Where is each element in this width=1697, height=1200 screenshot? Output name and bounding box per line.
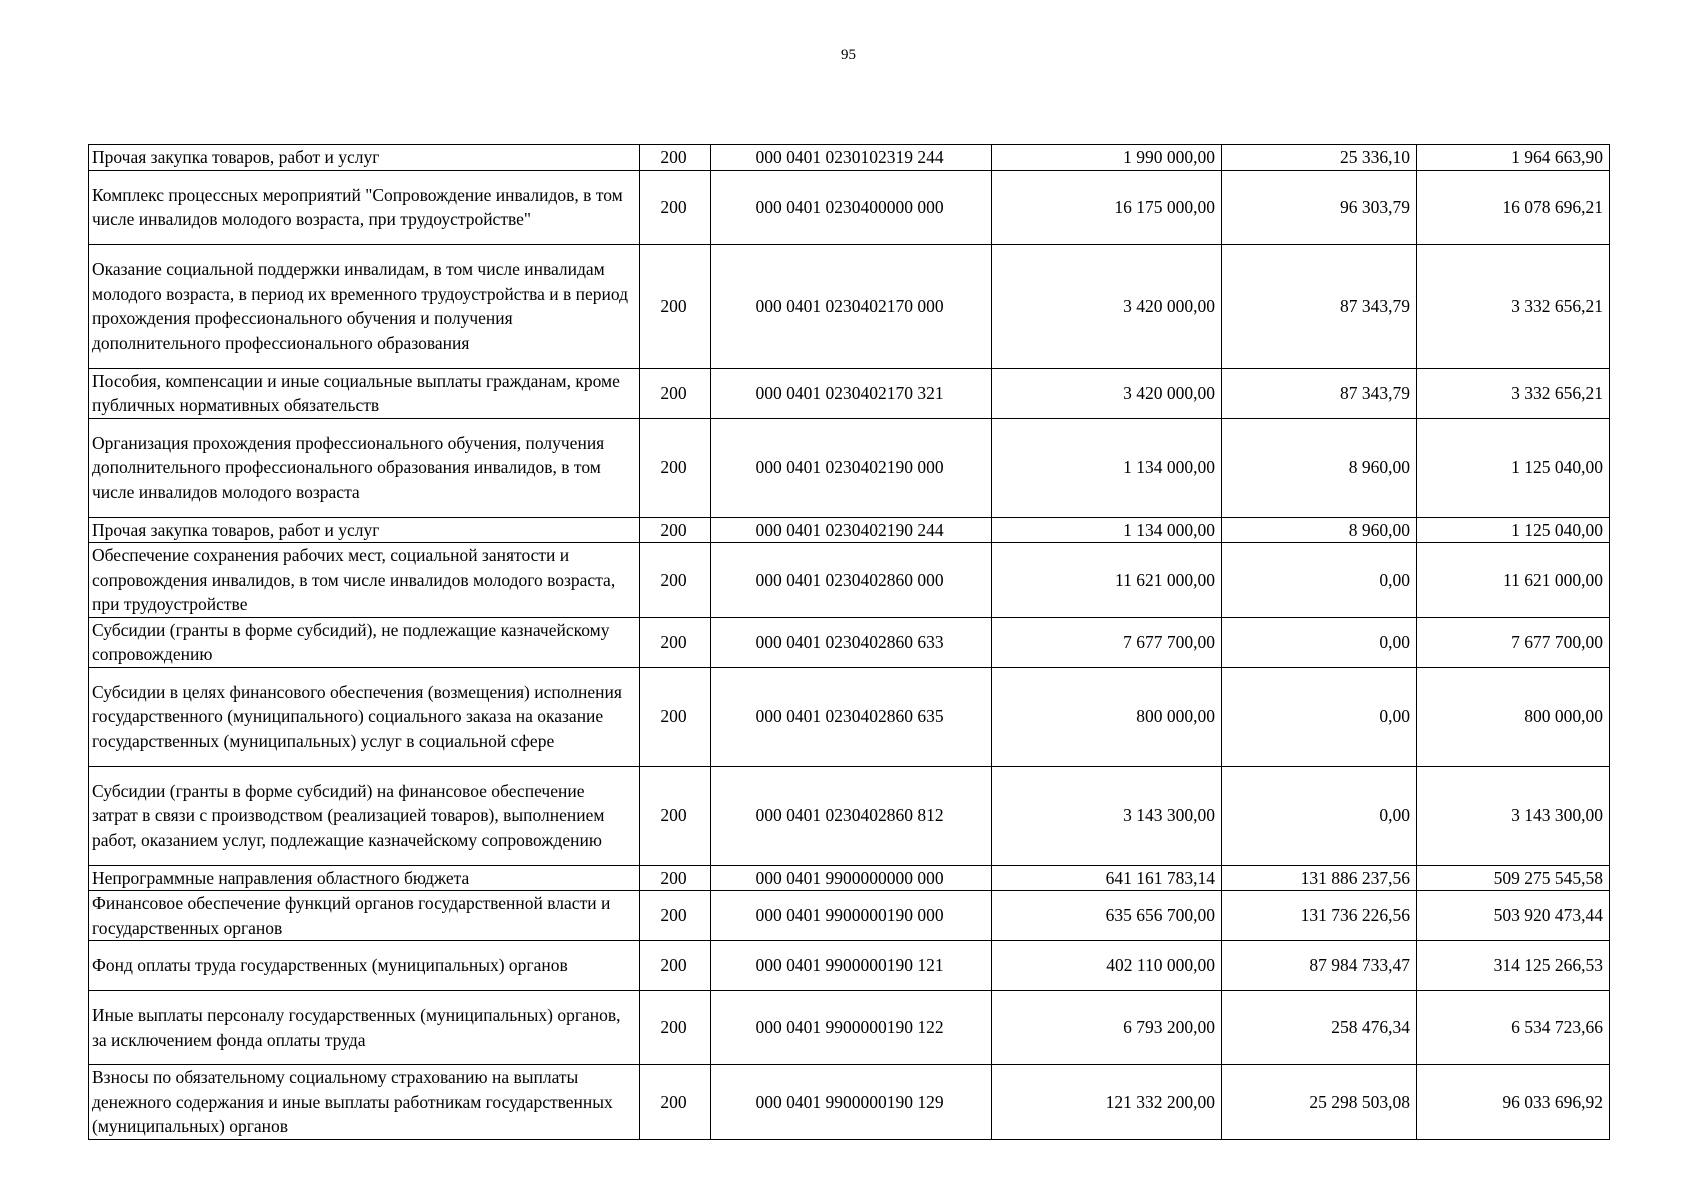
row-code-cell: 200 <box>640 667 711 766</box>
table-row <box>89 418 1610 517</box>
row-unexecuted-cell: 3 332 656,21 <box>1417 368 1610 418</box>
row-code-cell: 200 <box>640 766 711 865</box>
row-unexecuted-cell: 7 677 700,00 <box>1417 617 1610 667</box>
row-classification-cell: 000 0401 0230402860 633 <box>711 617 992 667</box>
row-executed-cell: 87 984 733,47 <box>1222 941 1417 991</box>
table-row <box>89 991 1610 1065</box>
row-executed-cell: 8 960,00 <box>1222 418 1417 517</box>
row-unexecuted-cell: 16 078 696,21 <box>1417 170 1610 244</box>
row-executed-cell: 0,00 <box>1222 617 1417 667</box>
row-name-cell: Комплекс процессных мероприятий "Сопровождение инвалидов, в том числе инвалидов молодого возраста, при трудоустройстве" <box>89 170 640 244</box>
row-code-cell: 200 <box>640 418 711 517</box>
table-row <box>89 1065 1610 1140</box>
row-code-cell: 200 <box>640 1065 711 1140</box>
row-unexecuted-cell: 6 534 723,66 <box>1417 991 1610 1065</box>
row-classification-cell: 000 0401 0230400000 000 <box>711 170 992 244</box>
row-executed-cell: 131 886 237,56 <box>1222 865 1417 891</box>
row-unexecuted-cell: 314 125 266,53 <box>1417 941 1610 991</box>
table-row <box>89 145 1610 171</box>
table-row <box>89 891 1610 941</box>
row-classification-cell: 000 0401 9900000190 129 <box>711 1065 992 1140</box>
row-classification-cell: 000 0401 0230402170 000 <box>711 244 992 368</box>
row-approved-cell: 635 656 700,00 <box>992 891 1222 941</box>
row-classification-cell: 000 0401 9900000190 000 <box>711 891 992 941</box>
row-name-cell: Фонд оплаты труда государственных (муниципальных) органов <box>89 941 640 991</box>
row-executed-cell: 258 476,34 <box>1222 991 1417 1065</box>
row-name-cell: Организация прохождения профессионального обучения, получения дополнительного профессионального образования инвалидов, в том числе инвалидов молодого возраста <box>89 418 640 517</box>
row-executed-cell: 87 343,79 <box>1222 368 1417 418</box>
row-unexecuted-cell: 800 000,00 <box>1417 667 1610 766</box>
row-name-cell: Иные выплаты персоналу государственных (муниципальных) органов, за исключением фонда оплаты труда <box>89 991 640 1065</box>
row-classification-cell: 000 0401 9900000190 122 <box>711 991 992 1065</box>
table-row <box>89 766 1610 865</box>
row-name-cell: Прочая закупка товаров, работ и услуг <box>89 145 640 171</box>
row-code-cell: 200 <box>640 368 711 418</box>
row-code-cell: 200 <box>640 941 711 991</box>
row-code-cell: 200 <box>640 991 711 1065</box>
row-executed-cell: 87 343,79 <box>1222 244 1417 368</box>
table-row <box>89 865 1610 891</box>
row-unexecuted-cell: 509 275 545,58 <box>1417 865 1610 891</box>
row-name-cell: Субсидии в целях финансового обеспечения (возмещения) исполнения государственного (муниципального) социального заказа на оказание государственных (муниципальных) услуг в социальной сфере <box>89 667 640 766</box>
row-unexecuted-cell: 1 125 040,00 <box>1417 517 1610 543</box>
row-name-cell: Прочая закупка товаров, работ и услуг <box>89 517 640 543</box>
table-row <box>89 617 1610 667</box>
row-code-cell: 200 <box>640 145 711 171</box>
row-approved-cell: 3 420 000,00 <box>992 368 1222 418</box>
row-name-cell: Финансовое обеспечение функций органов государственной власти и государственных органов <box>89 891 640 941</box>
row-classification-cell: 000 0401 9900000190 121 <box>711 941 992 991</box>
row-classification-cell: 000 0401 0230402860 812 <box>711 766 992 865</box>
row-classification-cell: 000 0401 0230402860 000 <box>711 543 992 618</box>
row-code-cell: 200 <box>640 543 711 618</box>
table-row <box>89 667 1610 766</box>
row-name-cell: Оказание социальной поддержки инвалидам, в том числе инвалидам молодого возраста, в период их временного трудоустройства и в период прохождения профессионального обучения и получения дополнительного профессионального образования <box>89 244 640 368</box>
row-executed-cell: 131 736 226,56 <box>1222 891 1417 941</box>
row-executed-cell: 8 960,00 <box>1222 517 1417 543</box>
row-code-cell: 200 <box>640 517 711 543</box>
row-name-cell: Взносы по обязательному социальному страхованию на выплаты денежного содержания и иные выплаты работникам государственных (муниципальных) органов <box>89 1065 640 1140</box>
row-unexecuted-cell: 3 332 656,21 <box>1417 244 1610 368</box>
row-approved-cell: 121 332 200,00 <box>992 1065 1222 1140</box>
row-name-cell: Обеспечение сохранения рабочих мест, социальной занятости и сопровождения инвалидов, в том числе инвалидов молодого возраста, при трудоустройстве <box>89 543 640 618</box>
row-unexecuted-cell: 1 125 040,00 <box>1417 418 1610 517</box>
row-approved-cell: 11 621 000,00 <box>992 543 1222 618</box>
row-approved-cell: 1 990 000,00 <box>992 145 1222 171</box>
row-code-cell: 200 <box>640 244 711 368</box>
row-executed-cell: 96 303,79 <box>1222 170 1417 244</box>
row-approved-cell: 3 143 300,00 <box>992 766 1222 865</box>
row-unexecuted-cell: 1 964 663,90 <box>1417 145 1610 171</box>
row-code-cell: 200 <box>640 170 711 244</box>
row-approved-cell: 3 420 000,00 <box>992 244 1222 368</box>
table-row <box>89 244 1610 368</box>
budget-execution-table <box>88 144 1610 1140</box>
row-classification-cell: 000 0401 0230402860 635 <box>711 667 992 766</box>
row-approved-cell: 641 161 783,14 <box>992 865 1222 891</box>
table-row <box>89 543 1610 618</box>
row-classification-cell: 000 0401 0230402170 321 <box>711 368 992 418</box>
table-row <box>89 517 1610 543</box>
row-approved-cell: 7 677 700,00 <box>992 617 1222 667</box>
row-executed-cell: 0,00 <box>1222 667 1417 766</box>
row-name-cell: Пособия, компенсации и иные социальные выплаты гражданам, кроме публичных нормативных обязательств <box>89 368 640 418</box>
row-approved-cell: 6 793 200,00 <box>992 991 1222 1065</box>
row-classification-cell: 000 0401 0230102319 244 <box>711 145 992 171</box>
table-row <box>89 941 1610 991</box>
row-approved-cell: 402 110 000,00 <box>992 941 1222 991</box>
row-code-cell: 200 <box>640 891 711 941</box>
row-executed-cell: 0,00 <box>1222 543 1417 618</box>
row-classification-cell: 000 0401 0230402190 244 <box>711 517 992 543</box>
row-name-cell: Субсидии (гранты в форме субсидий) на финансовое обеспечение затрат в связи с производством (реализацией товаров), выполнением работ, оказанием услуг, подлежащие казначейскому сопровождению <box>89 766 640 865</box>
row-executed-cell: 25 336,10 <box>1222 145 1417 171</box>
row-unexecuted-cell: 96 033 696,92 <box>1417 1065 1610 1140</box>
row-code-cell: 200 <box>640 865 711 891</box>
row-code-cell: 200 <box>640 617 711 667</box>
row-approved-cell: 1 134 000,00 <box>992 418 1222 517</box>
row-unexecuted-cell: 503 920 473,44 <box>1417 891 1610 941</box>
row-approved-cell: 16 175 000,00 <box>992 170 1222 244</box>
row-approved-cell: 800 000,00 <box>992 667 1222 766</box>
row-unexecuted-cell: 11 621 000,00 <box>1417 543 1610 618</box>
row-name-cell: Субсидии (гранты в форме субсидий), не подлежащие казначейскому сопровождению <box>89 617 640 667</box>
table-row <box>89 170 1610 244</box>
table-row <box>89 368 1610 418</box>
row-name-cell: Непрограммные направления областного бюджета <box>89 865 640 891</box>
row-classification-cell: 000 0401 9900000000 000 <box>711 865 992 891</box>
row-executed-cell: 25 298 503,08 <box>1222 1065 1417 1140</box>
row-unexecuted-cell: 3 143 300,00 <box>1417 766 1610 865</box>
row-executed-cell: 0,00 <box>1222 766 1417 865</box>
row-approved-cell: 1 134 000,00 <box>992 517 1222 543</box>
row-classification-cell: 000 0401 0230402190 000 <box>711 418 992 517</box>
page-number: 95 <box>841 47 856 63</box>
